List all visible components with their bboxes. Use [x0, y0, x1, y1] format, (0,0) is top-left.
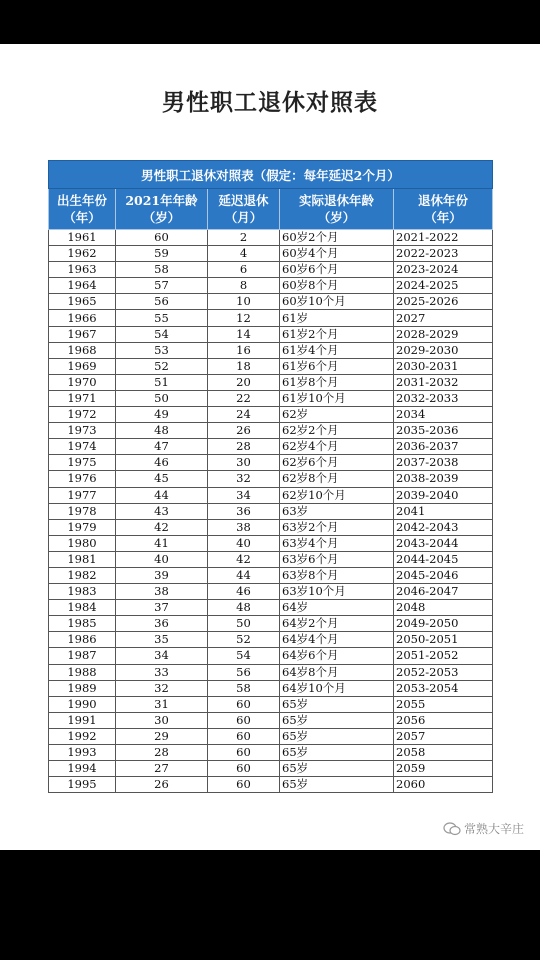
cell-age-2021: 47 — [116, 439, 208, 455]
cell-birth-year: 1993 — [49, 745, 116, 761]
column-header-delay-months — [208, 189, 280, 230]
cell-retire-year: 2025-2026 — [394, 294, 493, 310]
column-header-label: 出生年份 — [56, 193, 107, 208]
cell-retire-year: 2034 — [394, 407, 493, 423]
cell-birth-year: 1964 — [49, 278, 116, 294]
cell-age-2021: 46 — [116, 455, 208, 471]
cell-age-2021: 38 — [116, 584, 208, 600]
cell-retire-year: 2058 — [394, 745, 493, 761]
cell-delay-months: 60 — [208, 761, 280, 777]
cell-delay-months: 14 — [208, 326, 280, 342]
cell-actual-age: 61岁 — [280, 310, 394, 326]
cell-actual-age: 65岁 — [280, 761, 394, 777]
cell-actual-age: 61岁10个月 — [280, 390, 394, 406]
cell-delay-months: 60 — [208, 712, 280, 728]
cell-birth-year: 1989 — [49, 680, 116, 696]
cell-actual-age: 62岁8个月 — [280, 471, 394, 487]
cell-delay-months: 22 — [208, 390, 280, 406]
cell-actual-age: 64岁10个月 — [280, 680, 394, 696]
cell-retire-year: 2057 — [394, 728, 493, 744]
cell-delay-months: 34 — [208, 487, 280, 503]
cell-actual-age: 63岁10个月 — [280, 584, 394, 600]
cell-birth-year: 1995 — [49, 777, 116, 793]
table-row — [49, 423, 493, 439]
cell-birth-year: 1967 — [49, 326, 116, 342]
table-row — [49, 294, 493, 310]
column-header-unit: （年） — [63, 210, 101, 225]
cell-birth-year: 1987 — [49, 648, 116, 664]
table-row — [49, 519, 493, 535]
table-row — [49, 761, 493, 777]
cell-birth-year: 1977 — [49, 487, 116, 503]
wechat-icon — [443, 822, 461, 836]
cell-age-2021: 42 — [116, 519, 208, 535]
cell-birth-year: 1981 — [49, 551, 116, 567]
cell-actual-age: 63岁 — [280, 503, 394, 519]
table-row — [49, 230, 493, 246]
cell-actual-age: 62岁 — [280, 407, 394, 423]
table-row — [49, 455, 493, 471]
cell-actual-age: 65岁 — [280, 712, 394, 728]
cell-retire-year: 2022-2023 — [394, 246, 493, 262]
column-header-actual-age — [280, 189, 394, 230]
cell-delay-months: 44 — [208, 567, 280, 583]
cell-retire-year: 2028-2029 — [394, 326, 493, 342]
table-row — [49, 664, 493, 680]
cell-age-2021: 45 — [116, 471, 208, 487]
cell-delay-months: 8 — [208, 278, 280, 294]
cell-age-2021: 31 — [116, 696, 208, 712]
cell-age-2021: 55 — [116, 310, 208, 326]
cell-delay-months: 54 — [208, 648, 280, 664]
cell-actual-age: 63岁8个月 — [280, 567, 394, 583]
cell-delay-months: 24 — [208, 407, 280, 423]
table-row — [49, 696, 493, 712]
cell-retire-year: 2027 — [394, 310, 493, 326]
cell-delay-months: 28 — [208, 439, 280, 455]
cell-delay-months: 30 — [208, 455, 280, 471]
table-row — [49, 648, 493, 664]
cell-age-2021: 52 — [116, 358, 208, 374]
cell-actual-age: 61岁6个月 — [280, 358, 394, 374]
cell-age-2021: 29 — [116, 728, 208, 744]
cell-age-2021: 36 — [116, 616, 208, 632]
cell-delay-months: 40 — [208, 535, 280, 551]
cell-age-2021: 56 — [116, 294, 208, 310]
table-row — [49, 712, 493, 728]
cell-birth-year: 1972 — [49, 407, 116, 423]
cell-age-2021: 58 — [116, 262, 208, 278]
cell-age-2021: 54 — [116, 326, 208, 342]
cell-actual-age: 64岁 — [280, 600, 394, 616]
cell-retire-year: 2042-2043 — [394, 519, 493, 535]
cell-actual-age: 60岁4个月 — [280, 246, 394, 262]
cell-age-2021: 53 — [116, 342, 208, 358]
retirement-table-container — [48, 160, 492, 793]
cell-retire-year: 2056 — [394, 712, 493, 728]
cell-retire-year: 2032-2033 — [394, 390, 493, 406]
table-row — [49, 745, 493, 761]
cell-age-2021: 37 — [116, 600, 208, 616]
cell-retire-year: 2048 — [394, 600, 493, 616]
cell-retire-year: 2059 — [394, 761, 493, 777]
cell-actual-age: 63岁2个月 — [280, 519, 394, 535]
cell-retire-year: 2035-2036 — [394, 423, 493, 439]
cell-delay-months: 52 — [208, 632, 280, 648]
cell-actual-age: 62岁10个月 — [280, 487, 394, 503]
cell-retire-year: 2031-2032 — [394, 374, 493, 390]
cell-actual-age: 61岁2个月 — [280, 326, 394, 342]
cell-delay-months: 48 — [208, 600, 280, 616]
cell-actual-age: 65岁 — [280, 777, 394, 793]
table-row — [49, 680, 493, 696]
cell-age-2021: 28 — [116, 745, 208, 761]
cell-actual-age: 63岁4个月 — [280, 535, 394, 551]
table-caption: 男性职工退休对照表（假定：每年延迟2个月） — [49, 161, 493, 189]
cell-birth-year: 1963 — [49, 262, 116, 278]
cell-birth-year: 1990 — [49, 696, 116, 712]
cell-birth-year: 1961 — [49, 230, 116, 246]
column-header-unit: （岁） — [142, 210, 181, 225]
cell-retire-year: 2030-2031 — [394, 358, 493, 374]
cell-birth-year: 1973 — [49, 423, 116, 439]
cell-actual-age: 64岁8个月 — [280, 664, 394, 680]
cell-retire-year: 2046-2047 — [394, 584, 493, 600]
table-row — [49, 374, 493, 390]
table-row — [49, 358, 493, 374]
cell-actual-age: 60岁2个月 — [280, 230, 394, 246]
cell-age-2021: 57 — [116, 278, 208, 294]
table-row — [49, 584, 493, 600]
cell-retire-year: 2039-2040 — [394, 487, 493, 503]
cell-retire-year: 2050-2051 — [394, 632, 493, 648]
cell-retire-year: 2024-2025 — [394, 278, 493, 294]
cell-age-2021: 50 — [116, 390, 208, 406]
column-header-retire-year — [394, 189, 493, 230]
cell-retire-year: 2043-2044 — [394, 535, 493, 551]
column-header-birth-year — [49, 189, 116, 230]
cell-retire-year: 2055 — [394, 696, 493, 712]
table-row — [49, 390, 493, 406]
column-header-unit: （岁） — [317, 210, 356, 225]
cell-age-2021: 51 — [116, 374, 208, 390]
cell-age-2021: 32 — [116, 680, 208, 696]
cell-birth-year: 1992 — [49, 728, 116, 744]
cell-age-2021: 34 — [116, 648, 208, 664]
table-row — [49, 567, 493, 583]
cell-actual-age: 62岁2个月 — [280, 423, 394, 439]
cell-retire-year: 2041 — [394, 503, 493, 519]
cell-birth-year: 1975 — [49, 455, 116, 471]
cell-delay-months: 20 — [208, 374, 280, 390]
cell-delay-months: 50 — [208, 616, 280, 632]
cell-birth-year: 1986 — [49, 632, 116, 648]
table-row — [49, 487, 493, 503]
cell-age-2021: 48 — [116, 423, 208, 439]
cell-birth-year: 1969 — [49, 358, 116, 374]
cell-birth-year: 1971 — [49, 390, 116, 406]
cell-age-2021: 35 — [116, 632, 208, 648]
cell-retire-year: 2052-2053 — [394, 664, 493, 680]
table-row — [49, 439, 493, 455]
cell-retire-year: 2049-2050 — [394, 616, 493, 632]
cell-birth-year: 1994 — [49, 761, 116, 777]
cell-delay-months: 36 — [208, 503, 280, 519]
table-row — [49, 551, 493, 567]
cell-delay-months: 16 — [208, 342, 280, 358]
cell-birth-year: 1980 — [49, 535, 116, 551]
cell-birth-year: 1985 — [49, 616, 116, 632]
cell-delay-months: 60 — [208, 745, 280, 761]
cell-birth-year: 1966 — [49, 310, 116, 326]
cell-birth-year: 1984 — [49, 600, 116, 616]
cell-delay-months: 58 — [208, 680, 280, 696]
cell-birth-year: 1965 — [49, 294, 116, 310]
cell-birth-year: 1978 — [49, 503, 116, 519]
cell-age-2021: 60 — [116, 230, 208, 246]
table-row — [49, 471, 493, 487]
cell-delay-months: 6 — [208, 262, 280, 278]
table-row — [49, 262, 493, 278]
cell-age-2021: 39 — [116, 567, 208, 583]
cell-actual-age: 60岁8个月 — [280, 278, 394, 294]
table-row — [49, 246, 493, 262]
cell-age-2021: 44 — [116, 487, 208, 503]
column-header-label: 实际退休年龄 — [298, 193, 374, 208]
cell-birth-year: 1979 — [49, 519, 116, 535]
cell-delay-months: 60 — [208, 777, 280, 793]
column-header-age-2021 — [116, 189, 208, 230]
table-header-row — [49, 189, 493, 230]
cell-delay-months: 32 — [208, 471, 280, 487]
table-row — [49, 777, 493, 793]
cell-actual-age: 64岁6个月 — [280, 648, 394, 664]
cell-delay-months: 18 — [208, 358, 280, 374]
cell-actual-age: 61岁8个月 — [280, 374, 394, 390]
cell-delay-months: 26 — [208, 423, 280, 439]
cell-age-2021: 40 — [116, 551, 208, 567]
cell-birth-year: 1982 — [49, 567, 116, 583]
cell-birth-year: 1976 — [49, 471, 116, 487]
cell-delay-months: 38 — [208, 519, 280, 535]
cell-birth-year: 1983 — [49, 584, 116, 600]
cell-age-2021: 30 — [116, 712, 208, 728]
cell-age-2021: 43 — [116, 503, 208, 519]
cell-age-2021: 41 — [116, 535, 208, 551]
cell-retire-year: 2051-2052 — [394, 648, 493, 664]
cell-retire-year: 2037-2038 — [394, 455, 493, 471]
column-header-label: 2021年年龄 — [125, 193, 198, 208]
cell-retire-year: 2023-2024 — [394, 262, 493, 278]
cell-delay-months: 4 — [208, 246, 280, 262]
table-row — [49, 342, 493, 358]
cell-actual-age: 65岁 — [280, 745, 394, 761]
cell-retire-year: 2038-2039 — [394, 471, 493, 487]
cell-actual-age: 65岁 — [280, 728, 394, 744]
cell-delay-months: 46 — [208, 584, 280, 600]
cell-age-2021: 27 — [116, 761, 208, 777]
table-row — [49, 310, 493, 326]
cell-age-2021: 26 — [116, 777, 208, 793]
table-row — [49, 600, 493, 616]
cell-birth-year: 1974 — [49, 439, 116, 455]
cell-actual-age: 63岁6个月 — [280, 551, 394, 567]
cell-age-2021: 33 — [116, 664, 208, 680]
column-header-label: 延迟退休 — [218, 193, 269, 208]
cell-age-2021: 49 — [116, 407, 208, 423]
cell-delay-months: 60 — [208, 728, 280, 744]
cell-birth-year: 1970 — [49, 374, 116, 390]
cell-birth-year: 1962 — [49, 246, 116, 262]
page-title: 男性职工退休对照表 — [162, 90, 378, 116]
cell-delay-months: 60 — [208, 696, 280, 712]
cell-retire-year: 2044-2045 — [394, 551, 493, 567]
table-row — [49, 616, 493, 632]
table-row — [49, 728, 493, 744]
cell-delay-months: 2 — [208, 230, 280, 246]
cell-actual-age: 65岁 — [280, 696, 394, 712]
column-header-label: 退休年份 — [418, 193, 469, 208]
cell-retire-year: 2053-2054 — [394, 680, 493, 696]
column-header-unit: （月） — [224, 210, 263, 225]
cell-retire-year: 2029-2030 — [394, 342, 493, 358]
cell-birth-year: 1968 — [49, 342, 116, 358]
table-row — [49, 632, 493, 648]
cell-birth-year: 1988 — [49, 664, 116, 680]
column-header-unit: （年） — [424, 210, 462, 225]
document-sheet — [0, 44, 540, 850]
cell-actual-age: 62岁6个月 — [280, 455, 394, 471]
table-row — [49, 326, 493, 342]
cell-delay-months: 10 — [208, 294, 280, 310]
cell-delay-months: 56 — [208, 664, 280, 680]
retirement-table — [48, 160, 493, 793]
cell-delay-months: 42 — [208, 551, 280, 567]
table-row — [49, 535, 493, 551]
cell-retire-year: 2021-2022 — [394, 230, 493, 246]
cell-actual-age: 61岁4个月 — [280, 342, 394, 358]
cell-actual-age: 64岁4个月 — [280, 632, 394, 648]
table-body — [49, 230, 493, 793]
cell-actual-age: 64岁2个月 — [280, 616, 394, 632]
cell-birth-year: 1991 — [49, 712, 116, 728]
table-row — [49, 278, 493, 294]
cell-retire-year: 2045-2046 — [394, 567, 493, 583]
cell-actual-age: 60岁6个月 — [280, 262, 394, 278]
cell-delay-months: 12 — [208, 310, 280, 326]
watermark — [443, 820, 524, 837]
table-caption-row — [49, 161, 493, 189]
cell-age-2021: 59 — [116, 246, 208, 262]
cell-retire-year: 2036-2037 — [394, 439, 493, 455]
table-row — [49, 407, 493, 423]
cell-retire-year: 2060 — [394, 777, 493, 793]
watermark-text: 常熟大辛庄 — [463, 822, 524, 836]
table-row — [49, 503, 493, 519]
cell-actual-age: 62岁4个月 — [280, 439, 394, 455]
cell-actual-age: 60岁10个月 — [280, 294, 394, 310]
